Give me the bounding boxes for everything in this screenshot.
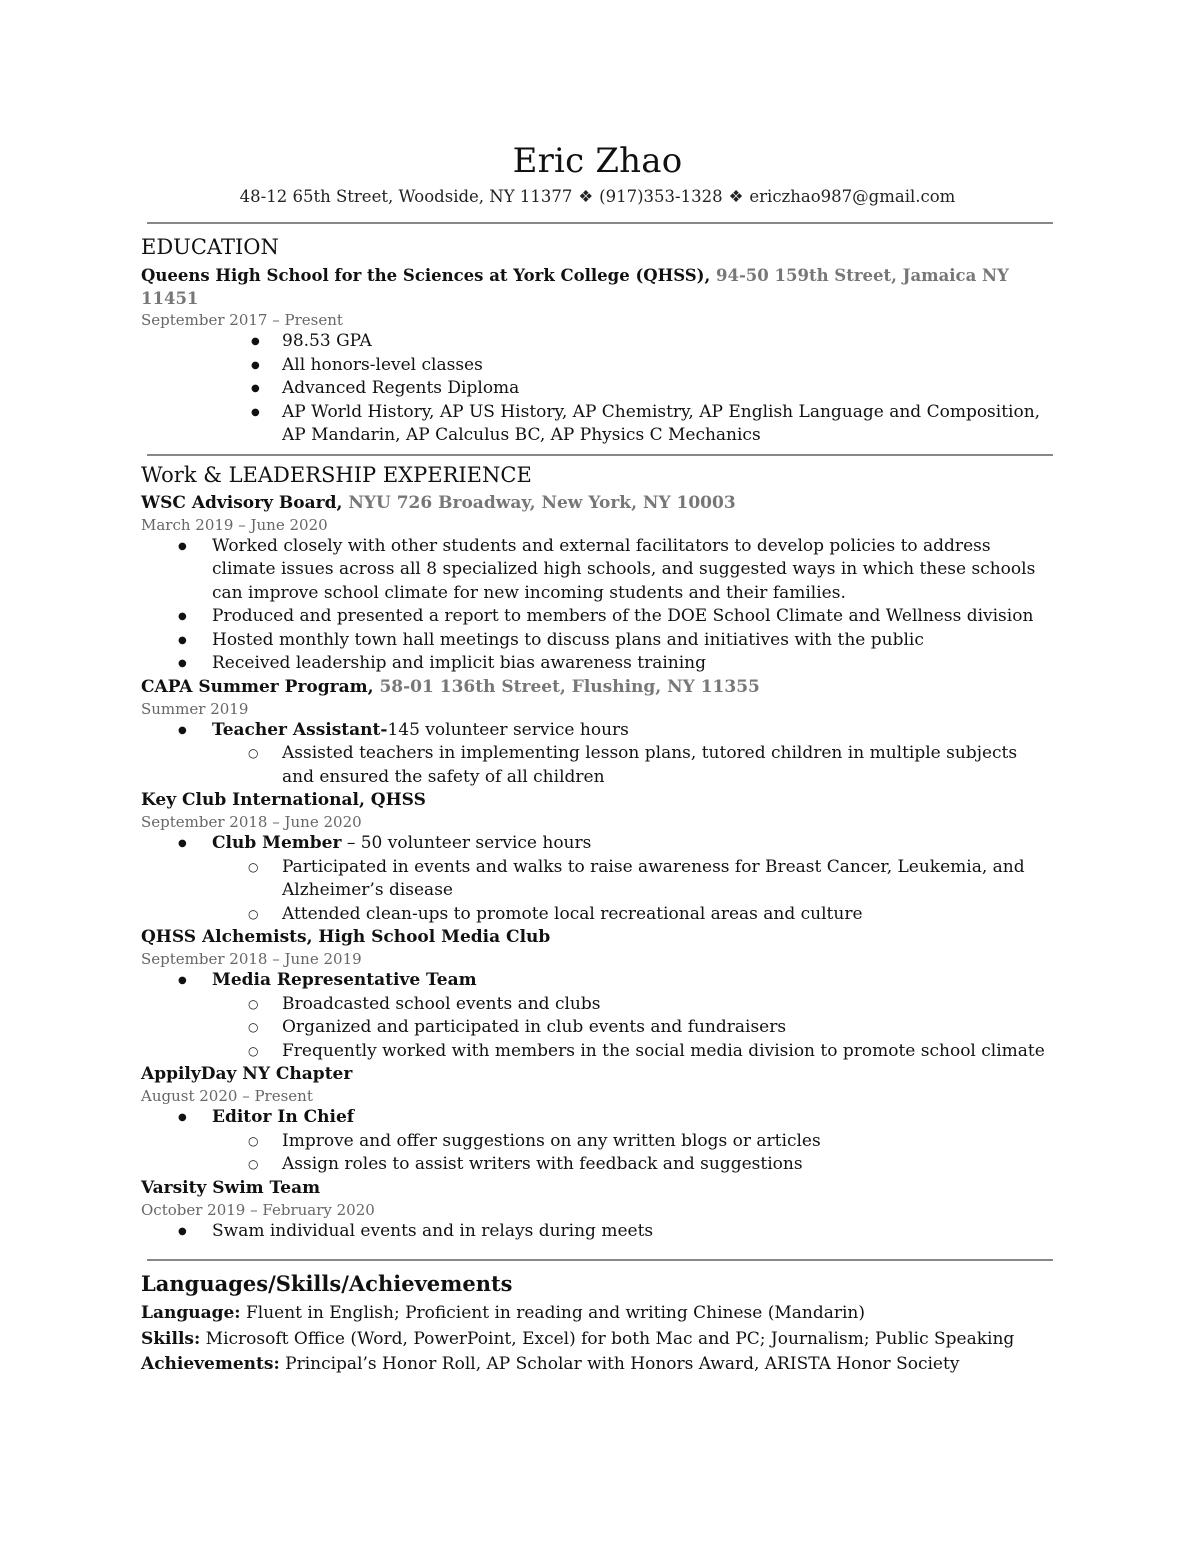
- list-item: ● AP World History, AP US History, AP Chemistry, AP English Language and Composition, AP Mandarin, AP Calculus BC, AP Physics C Mechanics: [141, 401, 1054, 448]
- separator: ❖: [728, 187, 744, 206]
- language-value: Fluent in English; Proficient in reading and writing Chinese (Mandarin): [240, 1303, 865, 1323]
- org-name: Key Club International, QHSS: [141, 790, 426, 810]
- list-item: ● All honors-level classes: [141, 354, 1054, 378]
- list-item: [141, 832, 1054, 926]
- divider: [147, 222, 1053, 224]
- list-item: [141, 719, 1054, 790]
- list-item: ● Hosted monthly town hall meetings to discuss plans and initiatives with the public: [141, 629, 1054, 653]
- divider: [147, 454, 1053, 456]
- list-item: ● Received leadership and implicit bias awareness training: [141, 652, 1054, 676]
- separator: ❖: [578, 187, 594, 206]
- sub-list: [212, 742, 1054, 789]
- role-title: Media Representative Team: [212, 970, 477, 990]
- sub-list: [212, 856, 1054, 927]
- list-item: ● Produced and presented a report to members of the DOE School Climate and Wellness division: [141, 605, 1054, 629]
- divider: [147, 1259, 1053, 1261]
- achievements-value: Principal’s Honor Roll, AP Scholar with Honors Award, ARISTA Honor Society: [279, 1354, 960, 1374]
- org-name: Varsity Swim Team: [141, 1177, 321, 1198]
- skills-line: [141, 1327, 1054, 1353]
- school-line: [141, 264, 1054, 310]
- bullet-list: [141, 1220, 1054, 1244]
- list-item: ● Swam individual events and in relays during meets: [141, 1220, 1054, 1244]
- achievements-line: [141, 1352, 1054, 1378]
- language-label: Language:: [141, 1303, 241, 1323]
- org-name: AppilyDay NY Chapter: [141, 1064, 353, 1084]
- org-name: CAPA Summer Program,: [141, 676, 374, 697]
- org-line: [141, 1177, 1054, 1200]
- org-location: 58-01 136th Street, Flushing, NY 11355: [379, 676, 760, 697]
- education-date: September 2017 – Present: [141, 311, 343, 329]
- list-item: ● 98.53 GPA: [141, 330, 1054, 354]
- list-item: ● Worked closely with other students and external facilitators to develop policies to address climate issues across all 8 specialized high schools, and suggested ways in which these schools can improve school climate for new incoming students and their families.: [141, 535, 1054, 606]
- list-item: [141, 1106, 1054, 1177]
- experience-title: Work & LEADERSHIP EXPERIENCE: [141, 462, 532, 487]
- contact-line: [141, 186, 1054, 208]
- org-date: October 2019 – February 2020: [141, 1200, 375, 1219]
- email: ericzhao987@gmail.com: [749, 187, 956, 206]
- school-location: 94-50 159th Street, Jamaica NY 11451: [141, 266, 1009, 308]
- sub-item: ○ Assisted teachers in implementing lesson plans, tutored children in multiple subjects and ensured the safety of all children: [141, 742, 1054, 789]
- role-title: Editor In Chief: [212, 1107, 355, 1127]
- achievements-label: Achievements:: [141, 1354, 280, 1374]
- role-title: Teacher Assistant-: [212, 719, 388, 740]
- sub-item: ○ Broadcasted school events and clubs: [141, 993, 1054, 1017]
- education-title: EDUCATION: [141, 235, 279, 259]
- org-line: [141, 676, 1054, 699]
- org-location: NYU 726 Broadway, New York, NY 10003: [348, 492, 736, 513]
- org-name: QHSS Alchemists, High School Media Club: [141, 927, 551, 947]
- org-date: August 2020 – Present: [141, 1087, 313, 1105]
- address: 48-12 65th Street, Woodside, NY 11377: [239, 187, 573, 206]
- bullet-list: [141, 1106, 1054, 1177]
- role-title: Club Member: [212, 833, 342, 853]
- org-name: WSC Advisory Board,: [141, 492, 343, 513]
- education-list: [141, 330, 1054, 448]
- org-date: March 2019 – June 2020: [141, 515, 328, 534]
- sub-list: [212, 993, 1054, 1064]
- skills-label: Skills:: [141, 1328, 201, 1349]
- org-date: September 2018 – June 2019: [141, 950, 362, 968]
- skills-title: Languages/Skills/Achievements: [141, 1271, 513, 1296]
- org-line: [141, 789, 1054, 812]
- org-line: [141, 1063, 1054, 1086]
- skills-block: [141, 1301, 1054, 1378]
- bullet-list: [141, 969, 1054, 1063]
- skills-value: Microsoft Office (Word, PowerPoint, Excel) for both Mac and PC; Journalism; Public Speaking: [200, 1328, 1015, 1349]
- bullet-list: [141, 832, 1054, 926]
- phone: (917)353-1328: [599, 187, 723, 206]
- list-item: ● Advanced Regents Diploma: [141, 377, 1054, 401]
- sub-item: ○ Organized and participated in club events and fundraisers: [141, 1016, 1054, 1040]
- sub-item: ○ Frequently worked with members in the social media division to promote school climate: [141, 1040, 1054, 1064]
- school-name: Queens High School for the Sciences at York College (QHSS),: [141, 266, 711, 285]
- sub-item: ○ Assign roles to assist writers with feedback and suggestions: [141, 1153, 1054, 1177]
- sub-item: ○ Participated in events and walks to raise awareness for Breast Cancer, Leukemia, and Alzheimer’s disease: [141, 856, 1054, 903]
- language-line: [141, 1301, 1054, 1327]
- org-line: [141, 492, 1054, 515]
- org-line: [141, 926, 1054, 949]
- list-item: [141, 969, 1054, 1063]
- role-detail: 145 volunteer service hours: [387, 719, 629, 740]
- org-date: September 2018 – June 2020: [141, 813, 362, 831]
- sub-list: [212, 1130, 1054, 1177]
- resume-name: Eric Zhao: [512, 141, 683, 181]
- bullet-list: [141, 535, 1054, 676]
- role-detail: – 50 volunteer service hours: [341, 833, 592, 853]
- sub-item: ○ Improve and offer suggestions on any written blogs or articles: [141, 1130, 1054, 1154]
- sub-item: ○ Attended clean-ups to promote local recreational areas and culture: [141, 903, 1054, 927]
- org-date: Summer 2019: [141, 699, 249, 718]
- bullet-list: [141, 719, 1054, 790]
